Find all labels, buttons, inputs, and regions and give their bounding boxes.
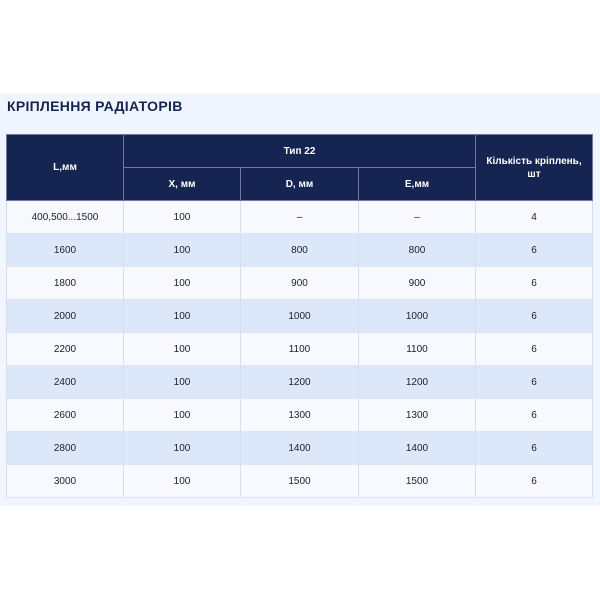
table-body (7, 201, 593, 498)
cell-mount-count: 6 (476, 300, 593, 333)
cell-e: 1500 (359, 465, 476, 498)
cell-d: 1000 (241, 300, 359, 333)
table-row (7, 234, 593, 267)
table-header-row (7, 135, 593, 168)
cell-e: 1200 (359, 366, 476, 399)
cell-e: 1400 (359, 432, 476, 465)
cell-x: 100 (124, 267, 241, 300)
cell-length: 2800 (7, 432, 124, 465)
cell-e: 900 (359, 267, 476, 300)
cell-mount-count: 6 (476, 432, 593, 465)
cell-length: 2200 (7, 333, 124, 366)
cell-x: 100 (124, 366, 241, 399)
cell-length: 2600 (7, 399, 124, 432)
cell-length: 1600 (7, 234, 124, 267)
header-mount-count-line1: Кількість кріплень, (486, 155, 582, 167)
header-mount-count (476, 135, 593, 201)
header-x: X, мм (124, 168, 241, 201)
cell-mount-count: 6 (476, 366, 593, 399)
cell-x: 100 (124, 432, 241, 465)
cell-d: – (241, 201, 359, 234)
cell-d: 1200 (241, 366, 359, 399)
cell-x: 100 (124, 399, 241, 432)
cell-x: 100 (124, 300, 241, 333)
table-row (7, 333, 593, 366)
table-row (7, 465, 593, 498)
header-d: D, мм (241, 168, 359, 201)
cell-mount-count: 6 (476, 234, 593, 267)
table-row (7, 432, 593, 465)
cell-mount-count: 6 (476, 399, 593, 432)
cell-x: 100 (124, 201, 241, 234)
cell-x: 100 (124, 333, 241, 366)
cell-mount-count: 6 (476, 267, 593, 300)
cell-length: 2400 (7, 366, 124, 399)
cell-d: 1300 (241, 399, 359, 432)
cell-d: 900 (241, 267, 359, 300)
cell-d: 1500 (241, 465, 359, 498)
cell-d: 1400 (241, 432, 359, 465)
page-title: КРІПЛЕННЯ РАДІАТОРІВ (7, 98, 183, 114)
cell-e: 1300 (359, 399, 476, 432)
cell-x: 100 (124, 234, 241, 267)
cell-length: 2000 (7, 300, 124, 333)
cell-mount-count: 4 (476, 201, 593, 234)
cell-mount-count: 6 (476, 333, 593, 366)
header-length: L,мм (7, 135, 124, 201)
radiator-mount-table (6, 134, 593, 498)
cell-x: 100 (124, 465, 241, 498)
cell-length: 1800 (7, 267, 124, 300)
cell-d: 1100 (241, 333, 359, 366)
table-row (7, 300, 593, 333)
cell-mount-count: 6 (476, 465, 593, 498)
header-type-22: Тип 22 (124, 135, 476, 168)
table-row (7, 366, 593, 399)
table-row (7, 399, 593, 432)
cell-length: 400,500...1500 (7, 201, 124, 234)
header-e: E,мм (359, 168, 476, 201)
cell-e: – (359, 201, 476, 234)
cell-e: 1100 (359, 333, 476, 366)
cell-e: 800 (359, 234, 476, 267)
header-mount-count-line2: шт (527, 168, 541, 180)
table-row (7, 201, 593, 234)
cell-d: 800 (241, 234, 359, 267)
cell-length: 3000 (7, 465, 124, 498)
table-row (7, 267, 593, 300)
cell-e: 1000 (359, 300, 476, 333)
